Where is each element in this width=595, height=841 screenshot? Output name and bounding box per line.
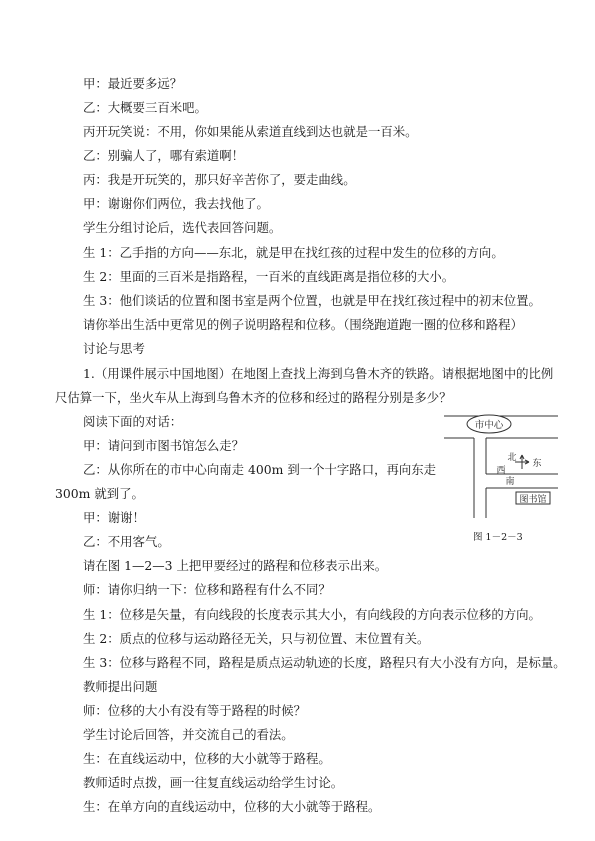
text-line: 300m 就到了。 xyxy=(55,486,144,501)
text-line: 学生分组讨论后，选代表回答问题。 xyxy=(83,220,282,235)
text-line: 生 2：质点的位移与运动路径无关，只与初位置、末位置有关。 xyxy=(83,631,430,646)
text-line: 师：位移的大小有没有等于路程的时候？ xyxy=(83,703,307,718)
map-label-north: 北 xyxy=(507,453,517,463)
text-line: 阅读下面的对话： xyxy=(83,414,183,429)
text-line: 丙开玩笑说：不用，你如果能从索道直线到达也就是一百米。 xyxy=(83,124,418,139)
text-line: 乙：别骗人了，哪有索道啊！ xyxy=(83,148,245,163)
text-line: 甲：谢谢！ xyxy=(83,510,145,525)
text-line: 师：请你归纳一下：位移和路程有什么不同？ xyxy=(83,582,331,597)
text-line: 甲：最近要多远？ xyxy=(83,76,183,91)
text-line: 尺估算一下，坐火车从上海到乌鲁木齐的位移和经过的路程分别是多少？ xyxy=(55,390,452,405)
text-line: 乙：不用客气。 xyxy=(83,534,170,549)
text-line: 生 2：里面的三百米是指路程，一百米的直线距离是指位移的大小。 xyxy=(83,269,455,284)
map-label-east: 东 xyxy=(532,459,542,469)
text-line: 甲：请问到市图书馆怎么走？ xyxy=(83,438,245,453)
text-line: 生：在单方向的直线运动中，位移的大小就等于路程。 xyxy=(83,799,381,814)
text-line: 生：在直线运动中，位移的大小就等于路程。 xyxy=(83,751,331,766)
map-label-south: 南 xyxy=(505,477,515,487)
map-label-west: 西 xyxy=(496,466,506,476)
text-line: 乙：从你所在的市中心向南走 400m 到一个十字路口，再向东走 xyxy=(83,462,437,477)
text-line: 甲：谢谢你们两位，我去找他了。 xyxy=(83,196,269,211)
map-label-city-center: 市中心 xyxy=(474,420,504,431)
text-line: 学生讨论后回答，并交流自己的看法。 xyxy=(83,727,294,742)
text-line: 1.（用课件展示中国地图）在地图上查找上海到乌鲁木齐的铁路。请根据地图中的比例 xyxy=(83,366,554,381)
text-line: 丙：我是开玩笑的，那只好辛苦你了，要走曲线。 xyxy=(83,172,356,187)
text-line: 请你举出生活中更常见的例子说明路程和位移。（围绕跑道跑一圈的位移和路程） xyxy=(83,317,523,332)
text-line: 教师提出问题 xyxy=(83,679,158,694)
text-line: 教师适时点拨，画一往复直线运动给学生讨论。 xyxy=(83,775,344,790)
text-line: 生 1：位移是矢量，有向线段的长度表示其大小，有向线段的方向表示位移的方向。 xyxy=(83,607,541,622)
text-line: 生 3：他们谈话的位置和图书室是两个位置，也就是甲在找红孩过程中的初末位置。 xyxy=(83,293,541,308)
text-line: 讨论与思考 xyxy=(83,341,145,356)
map-label-library: 图书馆 xyxy=(519,495,547,505)
text-line: 生 1：乙手指的方向——东北，就是甲在找红孩的过程中发生的位移的方向。 xyxy=(83,245,504,260)
map-figure xyxy=(444,410,558,518)
figure-caption: 图 1－2－3 xyxy=(473,532,523,543)
text-line: 请在图 1—2—3 上把甲要经过的路程和位移表示出来。 xyxy=(83,558,388,573)
text-line: 生 3：位移与路程不同，路程是质点运动轨迹的长度，路程只有大小没有方向，是标量。 xyxy=(83,655,566,670)
text-line: 乙：大概要三百米吧。 xyxy=(83,100,207,115)
